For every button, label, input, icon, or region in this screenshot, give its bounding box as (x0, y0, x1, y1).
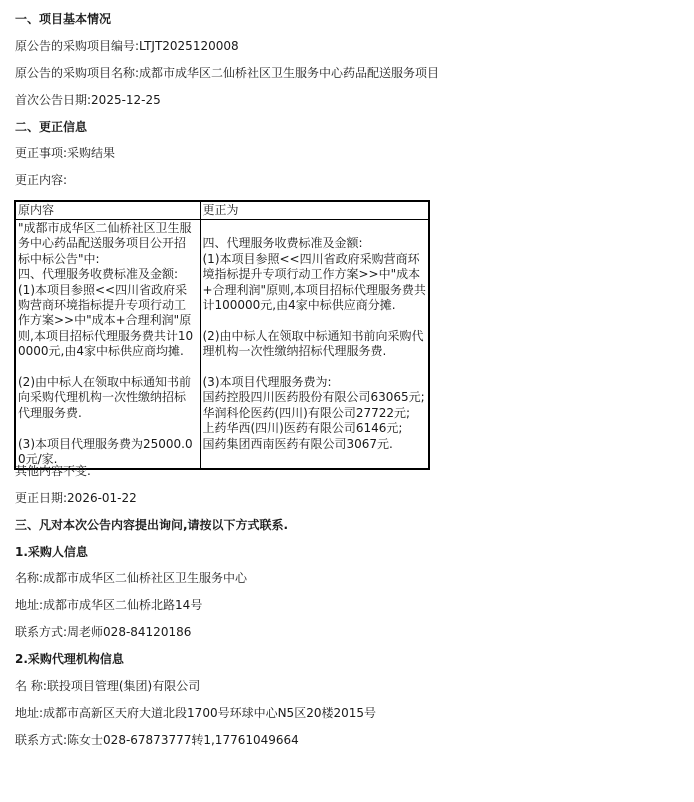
original-line: 四、代理服务收费标准及金额: (18, 267, 179, 282)
buyer-name: 名称:成都市成华区二仙桥社区卫生服务中心 (15, 571, 248, 585)
corrected-line: 四、代理服务收费标准及金额: (202, 236, 363, 251)
buyer-info-heading: 1.采购人信息 (15, 545, 88, 559)
corrected-line: (1)本项目参照<<四川省政府采购营商环境指标提升专项行动工作方案>>中"成本+合理利润"原则,本项目招标代理服务费共计100000元,由4家中标供应商分摊. (202, 251, 426, 313)
project-name: 原公告的采购项目名称:成都市成华区二仙桥社区卫生服务中心药品配送服务项目 (15, 66, 440, 80)
correction-item: 更正事项:采购结果 (15, 146, 116, 160)
corrected-line (203, 360, 427, 375)
original-line: "成都市成华区二仙桥社区卫生服务中心药品配送服务项目公开招标中标公告"中: (18, 221, 192, 266)
buyer-contact: 联系方式:周老师028-84120186 (15, 625, 192, 639)
correction-table (14, 200, 430, 470)
agency-address: 地址:成都市高新区天府大道北段1700号环球中心N5区20楼2015号 (15, 706, 377, 720)
original-line: (3)本项目代理服务费为25000.00元/家. (18, 436, 193, 467)
first-announcement-date: 首次公告日期:2025-12-25 (15, 93, 161, 107)
correction-content-label: 更正内容: (15, 173, 68, 187)
project-number: 原公告的采购项目编号:LTJT2025120008 (15, 39, 239, 53)
other-content-unchanged: 其他内容不变. (15, 464, 91, 478)
header-corrected: 更正为 (200, 201, 429, 220)
original-line: (1)本项目参照<<四川省政府采购营商环境指标提升专项行动工作方案>>中"成本+合理利润"原则,本项目招标代理服务费共计100000元,由4家中标供应商均摊. (18, 282, 194, 359)
agency-contact: 联系方式:陈女士028-67873777转1,17761049664 (15, 733, 299, 747)
original-line (18, 421, 198, 436)
original-content-cell (15, 220, 200, 469)
correction-date: 更正日期:2026-01-22 (15, 491, 137, 505)
section-heading-correction: 二、更正信息 (15, 120, 88, 134)
table-row (15, 220, 429, 469)
section-heading-contact: 三、凡对本次公告内容提出询问,请按以下方式联系. (15, 518, 289, 532)
table-header-row (15, 201, 429, 220)
corrected-line: (2)由中标人在领取中标通知书前向采购代理机构一次性缴纳招标代理服务费. (202, 328, 424, 359)
section-heading-basic-info: 一、项目基本情况 (15, 12, 112, 26)
header-original: 原内容 (15, 201, 200, 220)
agency-info-heading: 2.采购代理机构信息 (15, 652, 124, 666)
corrected-line: 国药集团西南医药有限公司3067元. (202, 436, 393, 451)
corrected-line: 上药华西(四川)医药有限公司6146元; (202, 421, 403, 436)
corrected-line: 华润科伦医药(四川)有限公司27722元; (202, 405, 411, 420)
agency-name: 名 称:联投项目管理(集团)有限公司 (15, 679, 201, 693)
corrected-line: 国药控股四川医药股份有限公司63065元; (202, 390, 425, 405)
corrected-line (203, 313, 427, 328)
corrected-content-cell (200, 220, 429, 469)
buyer-address: 地址:成都市成华区二仙桥北路14号 (15, 598, 203, 612)
corrected-line: (3)本项目代理服务费为: (202, 375, 332, 390)
original-line: (2)由中标人在领取中标通知书前向采购代理机构一次性缴纳招标代理服务费. (18, 375, 191, 420)
original-line (18, 360, 198, 375)
